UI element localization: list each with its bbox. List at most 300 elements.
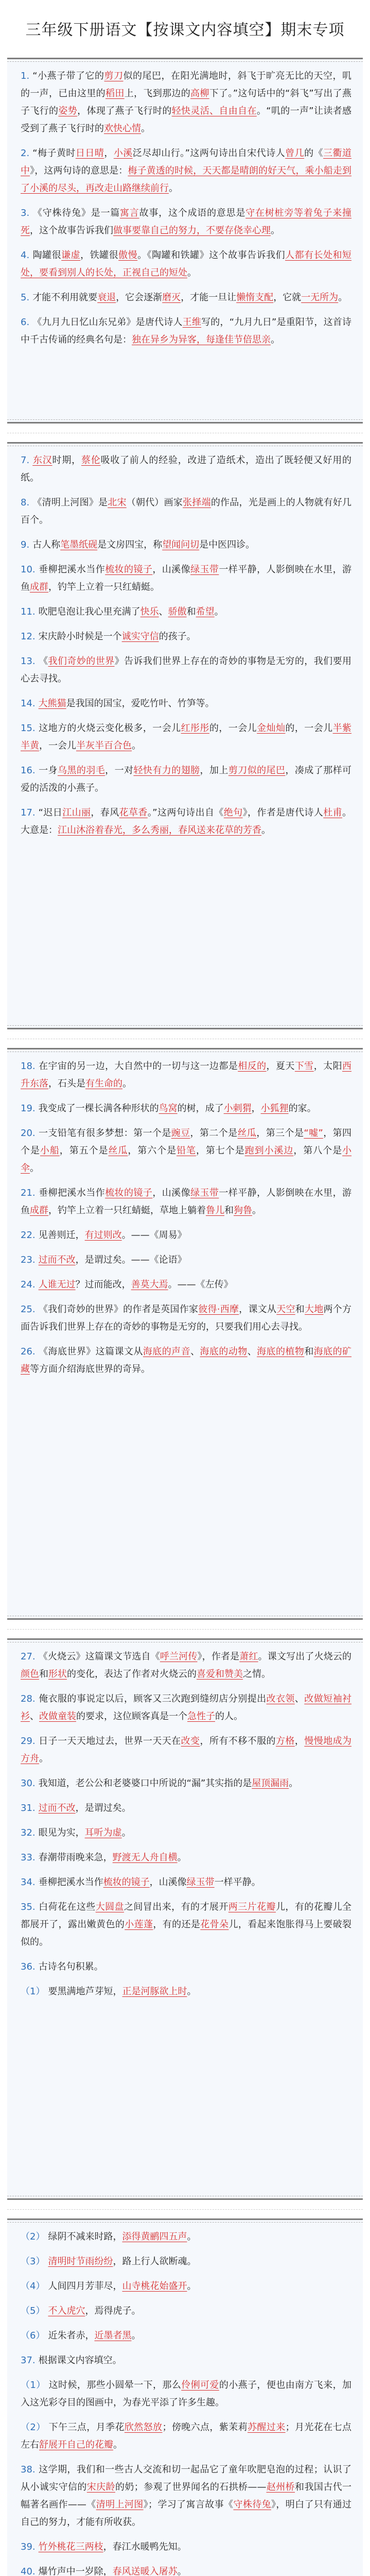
question-item [21,653,351,688]
question-number: 36. [21,1961,36,1972]
question-number: 30. [21,1778,36,1789]
question-text: ，一会儿 [39,740,76,751]
question-text: 。 [261,825,271,836]
question-text: ，是谓过矣。 [75,1803,131,1814]
answer-text: 江山沐浴着春光，多么秀丽，春风送来花草的芳香 [58,825,261,836]
question-text: 。 [338,292,348,303]
answer-text: 一无所为 [301,292,339,303]
question-text: 等方面介绍海底世界的奇异。 [30,1364,150,1375]
answer-text: 改变 [181,1736,200,1747]
question-text: 》；学习了寓言故事《 [143,2499,234,2510]
question-number: 28. [21,1693,36,1704]
answer-text: 小狐狸 [260,1103,289,1114]
question-text: 》，这两句诗的意思是： [30,165,128,176]
question-text: 的小燕子，便也由南方飞来，加入这光彩夺目的图画中，为春光平添了许多生趣。 [21,2380,352,2408]
question-text: 白荷花在这些 [38,1902,96,1912]
question-text: 吸收了前人的经验，改进了造纸术，造出了既轻便又好用的纸。 [21,455,352,483]
question-text: 。——《左传》 [168,1279,233,1290]
question-item [21,1983,351,2001]
answer-text: 改衣领 [266,1693,295,1704]
answer-text: 小伞 [21,1145,352,1174]
question-text: 和 [186,606,196,617]
question-text: 这地方的火烧云变化极多，一会儿 [38,723,181,734]
question-number: 24. [21,1279,36,1290]
question-text: 是文房四宝，称 [97,539,163,550]
question-item [21,2377,351,2412]
question-number: 39. [21,2541,36,2552]
question-text: 的人。 [215,1711,243,1722]
question-text: 我变成了一棵长满各种形状的 [38,1103,159,1114]
answer-text: 海底的矿藏 [21,1346,352,1375]
question-number: 23. [21,1255,36,1265]
question-text: 《九月九日忆山东兄弟》是唐代诗人 [32,317,183,328]
answer-text: 曾几 [285,148,305,159]
question-number: 8. [21,497,30,508]
answer-text: 花草香 [119,807,148,818]
answer-text: 做事要靠自己的努力，不要存侥幸心理 [113,225,271,236]
page-title: 三年级下册语文【按课文内容填空】期末专项 [25,21,345,39]
question-item [21,804,351,839]
answer-text: 轻快有力的翅膀 [133,765,200,776]
answer-text: 笔墨纸砚 [60,539,98,550]
question-text: ，才能一旦让 [181,292,237,303]
question-text: ，山溪像 [152,564,191,575]
question-number: 17. [21,807,36,818]
question-text: 之间冒出来，有的才展开 [124,1902,228,1912]
answer-text: 轻快灵活、自由自在 [171,106,257,116]
answer-text: 三衢道中 [21,148,352,176]
question-item [21,720,351,755]
question-text: 要黑满地芦芽短， [48,1986,122,1997]
question-item [21,1690,351,1725]
question-item [21,628,351,646]
question-text: 》，作者是唐代诗人 [242,807,324,818]
answer-text: 萧红 [239,1651,258,1662]
question-item [21,2419,351,2454]
answer-text: 守株待兔 [233,2499,271,2510]
question-number: 31. [21,1803,36,1814]
question-item [21,2461,351,2531]
question-text: 下了。”这句话中的“斜飞”写出了燕子飞行的 [21,88,352,116]
question-number: 26. [21,1346,36,1357]
question-number: 13. [21,656,36,667]
question-text: 一样平静，人影倒映在水里，游鱼 [21,1188,352,1216]
answer-text: 丝瓜 [237,1128,257,1139]
answer-text: 半紫半黄 [21,723,352,751]
question-text: 一身 [38,765,58,776]
question-text: ，课文从 [239,1304,277,1315]
question-number: （6） [21,2330,45,2341]
question-text: 的《 [304,148,324,159]
question-item [21,1849,351,1867]
answer-text: 舒展开自己的花瓣 [39,2439,113,2450]
question-text: 《 [38,656,48,667]
answer-text: 乌黑的羽毛 [57,765,105,776]
answer-text: 江山丽 [62,807,91,818]
question-text: 垂柳把溪水当作 [38,564,105,575]
question-text: 和 [295,1304,305,1315]
question-item [21,494,351,529]
question-item [21,1648,351,1683]
question-text: 。大意是： [21,807,352,836]
question-text: 的孩子。 [158,631,196,642]
question-item [21,1343,351,1378]
answer-text: 望闻问切 [162,539,200,550]
question-item [21,1301,351,1336]
answer-text: 小溪 [113,148,133,159]
question-text: ，春江水暖鸭先知。 [103,2541,187,2552]
question-number: 15. [21,723,36,734]
question-item [21,695,351,713]
question-text: （朝代）画家 [126,497,183,508]
question-number: （4） [21,2281,45,2292]
question-text: 写的，“九月九日”是重阳节，这首诗中千古传诵的经典名句是： [21,317,352,345]
question-text: 是我国的国宝，爱吃竹叶、竹笋等。 [66,698,215,709]
question-text: ？过而能改， [75,1279,131,1290]
question-text: 《守株待兔》是一篇 [32,208,120,218]
question-text: 。 [187,1986,197,1997]
question-number: 19. [21,1103,36,1114]
answer-text: 剪刀 [104,71,124,81]
question-text: 》告诉我们世界上存在的奇妙的事物是无穷的，我们要用心去寻找。 [21,656,352,684]
question-number: （1） [21,2380,46,2391]
answer-text: 成群 [30,1205,48,1216]
answer-text: “嘘” [304,1128,323,1139]
question-text: 垂柳把溪水当作 [38,1188,105,1198]
answer-text: 喜爱和赞美 [197,1669,243,1680]
question-number: 27. [21,1651,36,1662]
answer-text: 衰退 [97,292,116,303]
question-text: ， [251,1103,261,1114]
question-item [21,2253,351,2270]
answer-text: 近墨者黑 [94,2330,132,2341]
question-text: ，第三个是 [256,1128,304,1139]
answer-text: 慢慢地成为方舟 [21,1736,352,1764]
question-text: 故事，这个成语的意思是 [139,208,246,218]
question-text: 古人称 [32,539,61,550]
answer-text: 绝句 [223,807,243,818]
question-text: ，山溪像 [152,1188,191,1198]
question-text: 陶罐很 [32,250,62,261]
answer-text: 人都有长处和短处，要看到别人的长处，正视自己的短处 [21,250,352,278]
answer-text: 正是河豚欲上时 [122,1986,187,1997]
answer-text: 东汉 [32,455,52,466]
answer-text: 梳妆的镜子 [105,564,153,575]
question-number: 16. [21,765,36,776]
question-number: 5. [21,292,30,303]
answer-text: 屋顶漏雨 [252,1778,289,1789]
question-item [21,1058,351,1093]
question-text: 《火烧云》这篇课文节选自《 [38,1651,160,1662]
answer-text: 跑到小溪边 [244,1145,294,1156]
question-number: 3. [21,208,30,218]
answer-text: 小刺猬 [223,1103,252,1114]
question-text: 。 [121,1827,131,1838]
question-text: ，太阳 [313,1061,343,1072]
question-number: 10. [21,564,36,575]
question-text: 。 [289,1778,298,1789]
question-text: ，第四个是 [21,1128,352,1156]
answer-text: 下雪 [294,1061,314,1072]
question-item [21,1227,351,1244]
question-text: 。 [131,2330,141,2341]
answer-text: 寓言 [120,208,139,218]
question-number: 33. [21,1852,36,1863]
question-text: 春潮带雨晚来急， [38,1852,113,1863]
question-item [21,1800,351,1817]
answer-text: 快乐 [140,606,159,617]
question-text: 。 [122,1078,132,1089]
question-text: 见善则迁， [38,1230,85,1241]
answer-text: 绿玉带 [190,1188,219,1198]
question-text: ，山溪像 [149,1877,187,1888]
question-text: 。”这两句诗出自《 [147,807,224,818]
question-text: ，体现了燕子飞行时的 [77,106,172,116]
answer-text: 懒惰支配 [236,292,274,303]
question-item [21,1733,351,1768]
answer-text: 春风送暖入屠苏 [112,2566,178,2576]
question-text: 人间四月芳菲尽， [48,2281,122,2292]
question-text: 。 [132,740,141,751]
question-text: 古诗名句积累。 [38,1961,103,1972]
answer-text: 有过则改 [84,1230,122,1241]
question-item [21,1899,351,1951]
question-text: ，第七个是 [196,1145,245,1156]
question-text: 垂柳把溪水当作 [38,1877,103,1888]
question-number: 35. [21,1902,36,1912]
question-text: 一样平静。 [214,1877,261,1888]
answer-text: 守在树桩旁等着兔子来撞死 [21,208,352,236]
answer-text: 赵州桥 [266,2482,295,2493]
question-text: 。 [187,267,197,278]
question-item [21,1251,351,1269]
question-text: “梅子黄时 [32,148,76,159]
question-text: 。 [252,1205,261,1216]
question-item [21,603,351,621]
answer-text: 大地 [305,1304,324,1315]
question-text: 我知道，老公公和老婆婆口中所说的“漏”其实指的是 [38,1778,252,1789]
question-text: 《清明上河图》是 [32,497,108,508]
question-item [21,314,351,349]
answer-text: 梳妆的镜子 [105,1188,153,1198]
answer-text: 不入虎穴 [48,2306,85,2316]
question-card-1 [7,58,363,423]
answer-text: 我们奇妙的世界 [48,656,115,667]
question-text: ，凑成了那样可爱的活泼的小燕子。 [21,765,352,793]
question-text: ， [294,1736,305,1747]
answer-text: 铅笔 [177,1145,196,1156]
question-item [21,2327,351,2345]
answer-text: 大熊猫 [38,698,66,709]
question-text: 、 [294,1693,305,1704]
question-card-4 [7,1638,363,2200]
question-item [21,2538,351,2556]
question-item [21,1958,351,1976]
answer-text: 绿玉带 [190,564,219,575]
question-text: ，第六个是 [128,1145,177,1156]
card-divider [7,1629,363,1630]
question-text: ，第五个是 [59,1145,109,1156]
question-text: 这学期，我们和一些古人交流和切一起品它了童年吹肥皂泡的过程；认识了从小诚实守信的 [21,2464,351,2493]
question-text: 。“叽的一声”让读者感受到了燕子飞行时的 [21,106,352,134]
answer-text: 北宋 [108,497,127,508]
question-number: 25. [21,1304,36,1315]
question-text: 、 [247,1346,257,1357]
question-number: 32. [21,1827,36,1838]
answer-text: 过而不改 [38,1803,76,1814]
answer-text: 改做短袖衬衫 [21,1693,352,1722]
answer-text: 呼兰河传 [160,1651,198,1662]
answer-text: 清明上河图 [96,2499,144,2510]
question-text: 的变化，表达了作者对火烧云的 [67,1669,197,1680]
answer-text: 骄傲 [168,606,187,617]
answer-text: 颜色 [21,1669,39,1680]
answer-text: 海底的植物 [257,1346,305,1357]
question-text: 的作品，光是画上的人物就有好几百个。 [21,497,352,526]
answer-text: 剪刀似的尾巴 [228,765,286,776]
question-text: ，春风 [91,807,119,818]
question-text: 》，明白了只有通过自己的努力，才能有所收获。 [21,2499,352,2528]
question-number: 12. [21,631,36,642]
answer-text: 高柳 [190,88,209,99]
question-text: 。 [214,606,224,617]
answer-text: 天空 [276,1304,295,1315]
answer-text: 张择端 [183,497,211,508]
question-item [21,561,351,596]
question-text: 一支铅笔有很多梦想：第一个是 [38,1128,171,1139]
question-text: 《海底世界》这篇课文从 [38,1346,143,1357]
question-text: 。《陶罐和铁罐》这个故事告诉我们 [137,250,286,261]
question-text: ，第八个是 [293,1145,343,1156]
question-item [21,2563,351,2576]
answer-text: 形状 [48,1669,67,1680]
question-text: ，它会逐渐 [116,292,163,303]
question-number: （2） [21,2422,46,2433]
question-text: ，钓竿上立着一只红蜻蜓，草地上躺着 [48,1205,206,1216]
question-item [21,1276,351,1294]
question-text: ；月光花在七点左右 [21,2422,352,2450]
question-text: “小燕子带了它的 [32,71,104,81]
question-item [21,1824,351,1842]
answer-text: 小莲蓬 [125,1919,153,1930]
question-number: 38. [21,2464,36,2475]
question-text: 俺衣服的事说定以后，顾客又三次跑到缝纫店分别提出 [38,1693,267,1704]
answer-text: 苏醒过来 [248,2422,286,2433]
question-number: （3） [21,2256,45,2267]
question-text: 在宇宙的另一边，大自然中的一切与这一边都是 [38,1061,238,1072]
question-item [21,2302,351,2320]
question-text: 的，一会儿 [209,723,257,734]
question-text: 和 [304,1346,314,1357]
answer-text: 梅子黄透的时候，天天都是晴朗的好天气，乘小船走到了小溪的尽头，再改走山路继续前行 [21,165,352,194]
card-divider [7,2209,363,2210]
question-text: 和我国古代一幅著名画作——《 [21,2482,352,2510]
question-text: ，夏天 [266,1061,295,1072]
question-text: 。课文写出了火烧云的 [258,1651,352,1662]
question-text: 和 [39,1669,48,1680]
question-text: 的，一会儿 [285,723,333,734]
question-text: ，焉得虎子。 [85,2306,141,2316]
answer-text: 有生命的 [85,1078,122,1089]
question-text: ，它就 [273,292,302,303]
answer-text: 独在异乡为异客，每逢佳节倍思亲 [132,334,271,345]
answer-text: 鸟窝 [158,1103,178,1114]
answer-text: 改做童装 [39,1711,76,1722]
answer-text: 方格 [275,1736,295,1747]
question-text: 眼见为实， [38,1827,85,1838]
question-item [21,145,351,197]
question-text: 日子一天天地过去，世界一天天在 [38,1736,181,1747]
answer-text: 野渡无人舟自横 [112,1852,178,1863]
question-text: 的要求，这位顾客真是一个 [76,1711,187,1722]
question-text: 儿，看起来饱胀得马上要破裂似的。 [21,1919,352,1947]
answer-text: 绿玉带 [186,1877,215,1888]
answer-text: 宋庆龄 [86,2482,115,2493]
answer-text: 相反的 [238,1061,267,1072]
question-item [21,2352,351,2369]
question-number: 2. [21,148,30,159]
answer-text: 傲慢 [118,250,138,261]
answer-text: 诚实守信 [121,631,159,642]
question-text: ，所有不移不服的 [200,1736,276,1747]
question-text: ，这个故事告诉我们 [30,225,113,236]
question-card-5 [7,2218,363,2576]
question-text: ，路上行人欲断魂。 [113,2256,197,2267]
answer-text: 梳妆的镜子 [103,1877,150,1888]
question-text: 时期， [52,455,81,466]
question-text: 儿，有的花瓣儿全都展开了，露出嫩黄色的 [21,1902,352,1930]
answer-text: 丝瓜 [108,1145,128,1156]
question-text: 。 [141,123,150,134]
question-number: 40. [21,2566,36,2576]
answer-text: 成群 [30,582,48,592]
answer-text: 山寺桃花始盛开 [122,2281,187,2292]
question-number: （1） [21,1986,45,1997]
answer-text: 添得黄鹂四五声 [122,2231,187,2242]
question-text: 一样平静，人影倒映在水里，游鱼 [21,564,352,592]
question-item [21,2228,351,2246]
answer-text: 伶俐可爱 [181,2380,219,2391]
answer-text: 金灿灿 [257,723,286,734]
question-text: 和 [224,1205,234,1216]
answer-text: 小船 [40,1145,60,1156]
question-text: 是中医四诊。 [199,539,255,550]
answer-text: 海底的声音 [143,1346,191,1357]
question-number: 29. [21,1736,36,1747]
answer-text: 豌豆 [171,1128,190,1139]
question-text: ，钓竿上立着一只红蜻蜓。 [48,582,160,592]
question-item [21,2278,351,2295]
answer-text: 蔡伦 [81,455,101,466]
question-number: 14. [21,698,36,709]
question-item [21,452,351,487]
answer-text: 王维 [182,317,202,328]
answer-text: 清明时节雨纷纷 [48,2256,113,2267]
question-number: 1. [21,71,30,81]
answer-text: 人谁无过 [38,1279,76,1290]
answer-text: 急性子 [187,1711,215,1722]
answer-text: 花骨朵 [200,1919,229,1930]
question-text: 的奶；参观了世界闻名的石拱桥—— [115,2482,267,2493]
question-number: 22. [21,1230,36,1241]
question-card-2 [7,442,363,1029]
answer-text: 耳听为虚 [84,1827,122,1838]
answer-text: 两三片花瓣 [228,1902,276,1912]
question-item [21,536,351,554]
question-text: 。 [187,2281,197,2292]
question-text: ，铁罐很 [80,250,119,261]
question-text: 这时候，那些小圆晕一下，那么 [48,2380,182,2391]
